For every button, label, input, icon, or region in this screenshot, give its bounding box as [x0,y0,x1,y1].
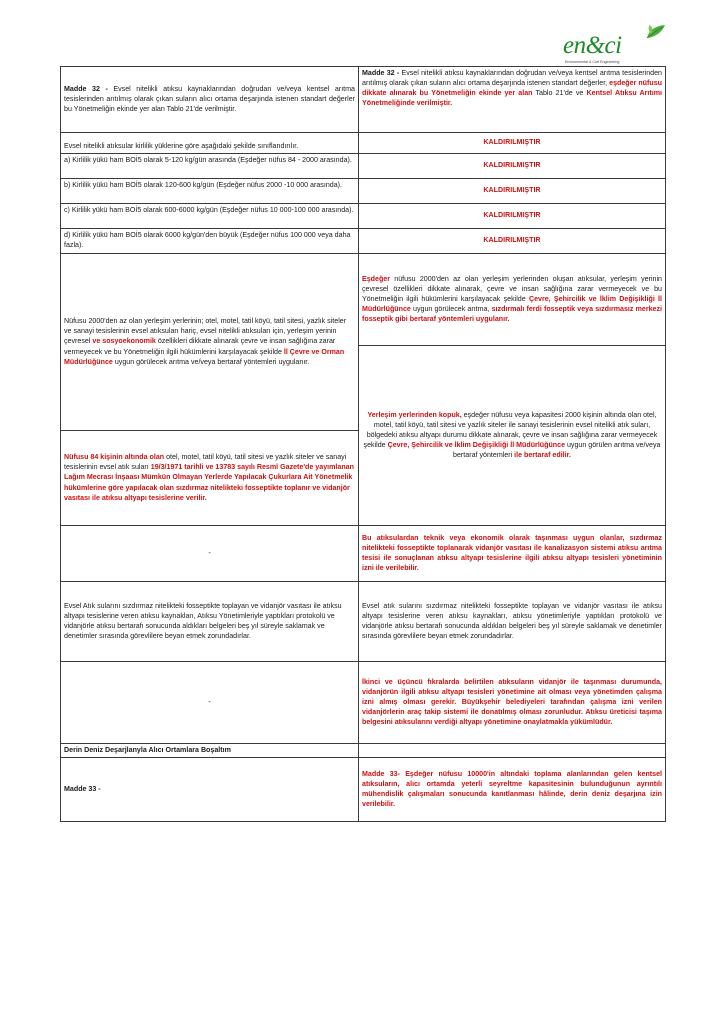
removed-label: KALDIRILMIŞTIR [483,138,541,147]
cell-text: Evsel nitelikli atıksular kirlilik yüklerine göre aşağıdaki şekilde sınıflandırılır. [64,141,299,150]
table-row [61,526,666,582]
old-text-cell [61,431,359,526]
amended-text: 19/3/1971 tarihli ve 13783 sayılı Resmî Gazete'de yayımlanan Lağım Mecrası İnşaası Mümkün Olmayan Yerlerde Yapılacak Çukurlara Ait Yönetmelik hükümlerine göre yapılacak olan sızdırmaz nitelikteki fosseptikte toplanır ve vidanjör vasıtası ile atıksu altyapı tesislerine verilir. [64,463,354,502]
empty-cell [359,744,666,758]
logo-tagline: Environmental & Civil Engineering [565,60,620,64]
article-label: Madde 32 - [64,84,108,93]
empty-cell [61,662,359,744]
cell-text: uygun görülen arıtma ve/veya bertaraf yöntemleri [453,441,661,460]
logo-wordmark: en&ci [563,32,622,59]
article-label: Madde 32 - [362,69,400,77]
leaf-icon [645,24,667,40]
removed-label: KALDIRILMIŞTIR [483,186,541,195]
amended-text: Yerleşim yerlerinden kopuk, [367,410,462,419]
new-text-cell [359,662,666,744]
amended-text: Çevre, Şehircilik ve İklim Değişikliği İl Müdürlüğünce [387,441,566,450]
removed-cell [359,154,666,179]
old-text-cell [61,254,359,431]
new-text-cell [359,582,666,662]
cell-text: a) Kirlilik yükü ham BOİ5 olarak 5-120 kg/gün arasında (Eşdeğer nüfus 84 - 2000 arasında). [64,156,352,164]
cell-text: özellikleri dikkate alınarak çevre ve insan sağlığına zarar vermeyecek ve bu Yönetmeliğin ilgili hükümlerini karşılayacak şekilde [64,337,336,356]
removed-label: KALDIRILMIŞTIR [483,211,541,220]
removed-cell [359,229,666,254]
table-row [61,67,666,133]
cell-text: Evsel nitelikli atıksu kaynaklarından doğrudan ve/veya kentsel arıtma tesislerinden arıtılmış olarak çıkan suların alıcı ortama deşarjında istenen standart değerler bu Yönetmeliğin ekinde yer alan Tablo 21'de verilmiştir. [64,84,355,114]
cell-text: eşdeğer nüfusu veya kapasitesi 2000 kişinin altında olan otel, motel, tatil köyü, tatil sitesi ve yazlık siteler ile sanayi tesislerinin evsel nitelikli atık suları, bölgedeki atıksu altyapı durumu dikkate alınarak, çevre ve insan sağlığına zarar vermeyecek şekilde [363,410,658,450]
cell-text: Tablo 21'de ve [532,89,587,98]
cell-text: b) Kirlilik yükü ham BOİ5 olarak 120-600 kg/gün (Eşdeğer nüfus 2000 -10 000 arasında). [64,181,342,189]
old-text-cell [61,204,359,229]
removed-cell [359,204,666,229]
amended-text: Çevre, Şehircilik ve İklim Değişikliği İl Müdürlüğünce [362,294,662,314]
amended-text: İl Çevre ve Orman Müdürlüğünce [64,347,345,366]
amended-text: Bu atıksulardan teknik veya ekonomik olarak taşınması uygun olanlar, sızdırmaz nitelikteki fosseptikte toplanarak vidanjör vasıtası ile kanalizasyon sistemi atıksu arıtma tesisi ile sonuçlanan atıksu altyapı tesislerine ilgili atıksu altyapı tesisleri yönetiminin izni ile verilebilir. [362,533,662,573]
cell-text: Evsel atık sularını sızdırmaz nitelikteki fosseptikte toplayan ve vidanjör vasıtası ile atıksu altyapı tesislerine veren atıksu kaynakları, atıksu yönetimleriyle yaptıkları protokolü ve vidanjörle atıksu bertarafı sonucunda aldıkları belgeleri beş yıl süreyle saklamak ve denetimler sırasında görevlilere beyan etmek zorundadırlar. [362,601,662,641]
section-heading: Derin Deniz Deşarjlanyla Alıcı Ortamlara Boşaltım [64,746,231,754]
cell-text: otel, motel, tatil köyü, tatil sitesi ve yazlık siteler ve sanayi tesislerinin evsel atık suları [64,453,347,472]
dash-placeholder: - [208,697,211,706]
new-text-cell [359,758,666,822]
table-row [61,758,666,822]
old-text-cell [61,133,359,154]
amended-text: ile bertaraf edilir. [514,451,571,460]
comparison-table [60,66,666,822]
table-row [61,744,666,758]
cell-text: d) Kirlilik yükü ham BOİ5 olarak 6000 kg/gün'den büyük (Eşdeğer nüfus 100 000 veya daha fazla). [64,231,351,250]
removed-cell [359,133,666,154]
cell-text: nüfusu 2000'den az olan yerleşim yerlerinden oluşan atıksular, yerleşim yerinin çevresel özellikleri dikkate alınarak, çevre ve insan sağlığına zarar vermeyecek ve bu Yönetmeliğin ilgili hükümlerini karşılayacak şekilde [362,274,662,303]
amended-text: Kentsel Atıksu Arıtımı Yönetmeliğinde verilmiştir. [362,89,663,108]
cell-text: Evsel Atık sularını sızdırmaz nitelikteki fosseptikte toplayan ve vidanjör vasıtası ile atıksu altyapı tesislerine veren atıksu kaynakları, Atıksu Yönetimleriyle yaptıkları protokolü ve vidanjörle atıksu bertarafı sonucunda aldıkları belgeleri beş yıl süreyle saklamak ve denetimler sırasında görevlilere beyan etmek zorundadırlar. [64,601,342,641]
removed-cell [359,179,666,204]
amended-text: Eşdeğer [362,274,390,283]
old-text-cell [61,179,359,204]
table-row [61,154,666,179]
old-text-cell [61,154,359,179]
old-text-cell [61,67,359,133]
table-row [61,662,666,744]
dash-placeholder: - [208,548,211,557]
removed-label: KALDIRILMIŞTIR [483,236,541,245]
section-heading-cell [61,744,359,758]
new-text-cell [359,254,666,346]
new-text-cell [359,67,666,133]
cell-text: uygun görülecek arıtma, [410,305,492,314]
table-row [61,229,666,254]
cell-text: Evsel nitelikli atıksu kaynaklarından doğrudan ve/veya kentsel arıtma tesislerinden arıtılmış olarak çıkan suların alıcı ortama deşarjında istenen standart değerler, [362,69,662,88]
amended-text: eşdeğer nüfusu dikkate alınarak bu Yönetmeliğin ekinde yer alan [362,79,662,98]
old-text-cell [61,758,359,822]
table-row [61,179,666,204]
new-text-cell [359,346,666,526]
table-row [61,254,666,346]
old-text-cell [61,582,359,662]
cell-text: c) Kirlilik yükü ham BOİ5 olarak 600-6000 kg/gün (Eşdeğer nüfus 10 000-100 000 arasında). [64,206,354,214]
amended-text: Madde 33- Eşdeğer nüfusu 10000'in altındaki toplama alanlarından gelen kentsel atıksuların, alıcı ortamda yeterli seyreltme kapasitesinin bulunduğunun ayrıntılı mühendislik çalışmaları sonucunda kanıtlanması hâlinde, derin deniz deşarjına izin verilebilir. [362,769,662,809]
new-text-cell [359,526,666,582]
table-row [61,133,666,154]
cell-text: Nüfusu 2000'den az olan yerleşim yerlerinin; otel, motel, tatil köyü, tatil sitesi, yazlık siteler ve sanayi tesislerinin evsel atıksuları hariç, evsel nitelikli atıksuları için, yerleşim yerinin çevresel [64,317,347,346]
amended-text: İkinci ve üçüncü fıkralarda belirtilen atıksuların vidanjör ile taşınması durumunda, vidanjörün ilgili atıksu altyapı tesisleri yönetimine ait olması veya yönetimden çalışma izni almış olması gerekir. Büyükşehir belediyeleri tarafından çalışma izni verilen vidanjörlerin araç takip sistemi ile donatılmış olması zorunludur. Atıksu üreticisi taşıma belgesini atıksularını verdiği altyapı yönetimine onaylatmakla yükümlüdür. [362,677,662,727]
company-logo [563,24,673,68]
article-label: Madde 33 - [64,785,101,794]
cell-text: uygun görülecek arıtma ve/veya bertaraf yöntemleri uygulanır. [112,357,310,366]
amended-text: sızdırmalı ferdi fosseptik veya sızdırmasız merkezi fosseptik gibi bertaraf yöntemleri uygulanır. [362,305,662,324]
empty-cell [61,526,359,582]
old-text-cell [61,229,359,254]
table-row [61,582,666,662]
amended-text: ve sosyoekonomik [92,337,156,346]
amended-text: Nüfusu 84 kişinin altında olan [64,453,165,462]
removed-label: KALDIRILMIŞTIR [483,161,541,170]
table-row [61,204,666,229]
